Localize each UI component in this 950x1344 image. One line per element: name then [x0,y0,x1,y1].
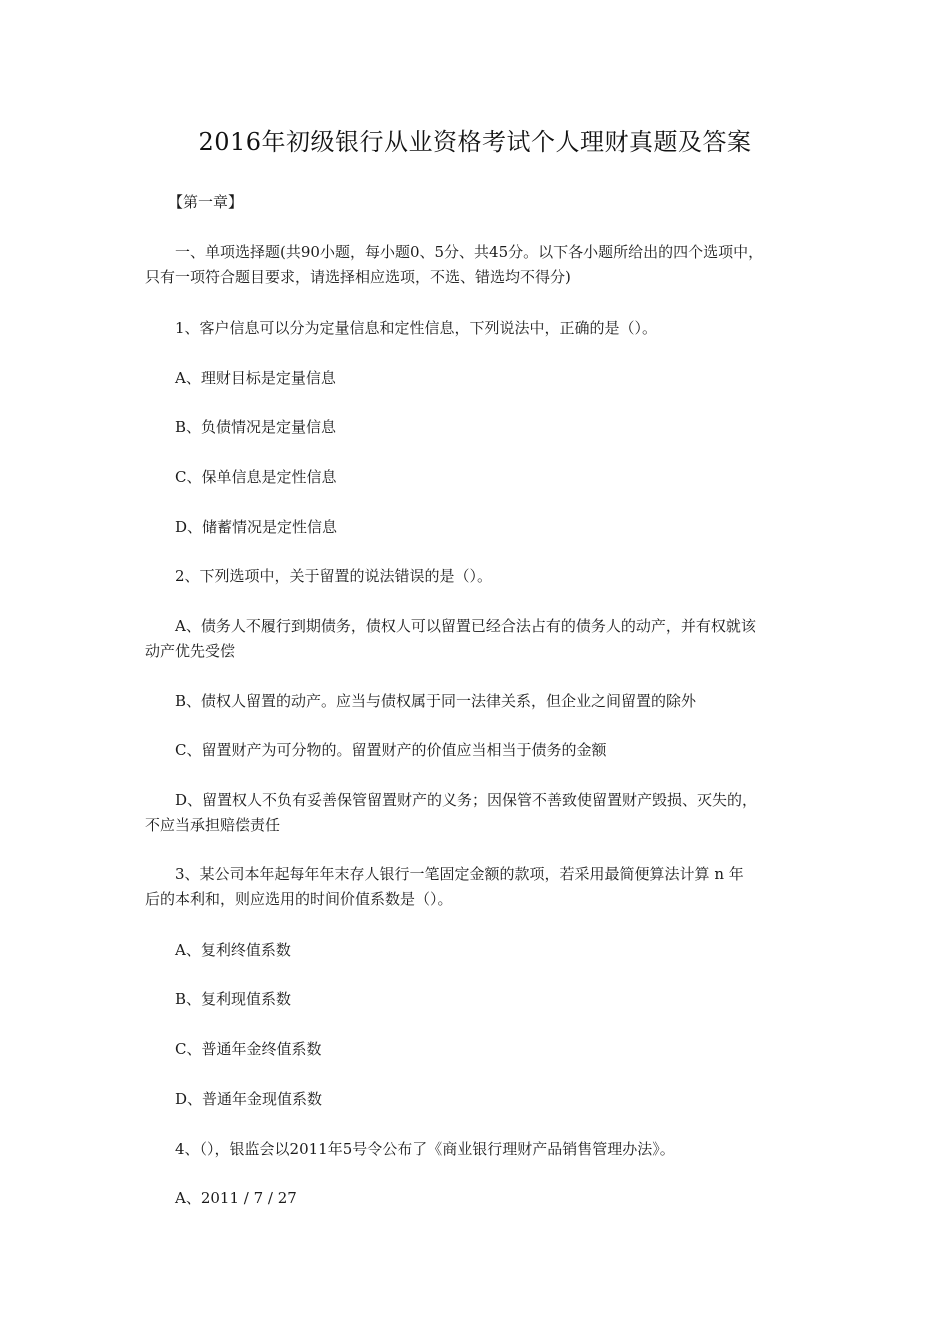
question-1-option-c: C、保单信息是定性信息 [175,468,337,486]
question-4-option-a: A、2011 / 7 / 27 [175,1189,297,1207]
chapter-heading: 【第一章】 [168,193,244,211]
question-3-stem-line-2: 后的本利和，则应选用的时间价值系数是（）。 [145,890,453,908]
question-1-option-b: B、负债情况是定量信息 [175,418,337,436]
question-3-option-b: B、复利现值系数 [175,990,292,1008]
question-3-option-a: A、复利终值系数 [175,941,291,959]
question-2-option-a [145,614,811,664]
question-2-option-c: C、留置财产为可分物的。留置财产的价值应当相当于债务的金额 [175,741,607,759]
question-2-option-d [145,788,811,838]
question-2-option-d-line-2: 不应当承担赔偿责任 [145,816,281,834]
question-2-option-b: B、债权人留置的动产。应当与债权属于同一法律关系，但企业之间留置的除外 [175,692,697,710]
question-2-stem: 2、下列选项中，关于留置的说法错误的是（）。 [175,567,493,585]
question-2-option-a-line-1: A、债务人不履行到期债务，债权人可以留置已经合法占有的债务人的动产，并有权就该 [175,617,756,635]
section-intro-line-1: 一、单项选择题(共90小题，每小题0、5分、共45分。以下各小题所给出的四个选项中， [175,243,764,261]
question-1-option-d: D、储蓄情况是定性信息 [175,518,338,536]
question-3-option-d: D、普通年金现值系数 [175,1090,323,1108]
question-4-stem: 4、（），银监会以2011年5号令公布了《商业银行理财产品销售管理办法》。 [175,1140,675,1158]
section-intro-line-2: 只有一项符合题目要求，请选择相应选项，不选、错选均不得分) [145,268,571,286]
question-3-option-c: C、普通年金终值系数 [175,1040,322,1058]
question-2-option-a-line-2: 动产优先受偿 [145,642,236,660]
question-3-stem-line-1: 3、某公司本年起每年年末存人银行一笔固定金额的款项，若采用最简便算法计算 n 年 [175,865,744,883]
question-2-option-d-line-1: D、留置权人不负有妥善保管留置财产的义务；因保管不善致使留置财产毁损、灭失的， [175,791,758,809]
question-3-stem [145,862,811,912]
document-title: 2016年初级银行从业资格考试个人理财真题及答案 [198,128,752,156]
question-1-stem: 1、客户信息可以分为定量信息和定性信息，下列说法中，正确的是（）。 [175,319,658,337]
question-1-option-a: A、理财目标是定量信息 [175,369,336,387]
section-intro [145,240,811,290]
